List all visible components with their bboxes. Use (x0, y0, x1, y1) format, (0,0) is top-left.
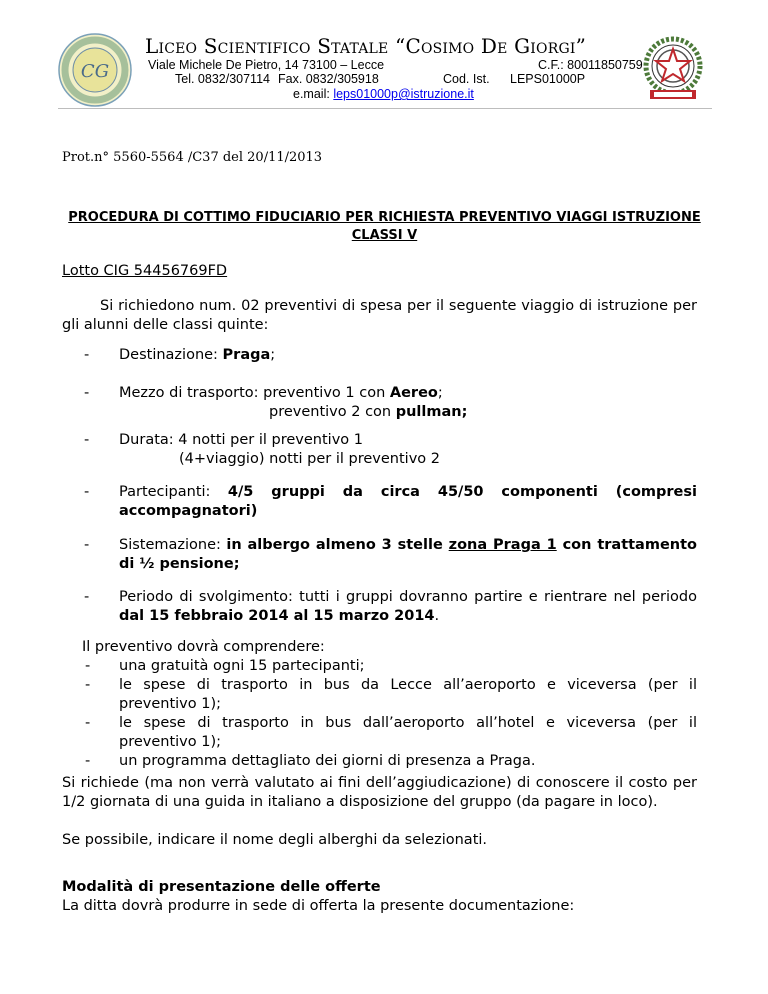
intro-paragraph: Si richiedono num. 02 preventivi di spesa per il seguente viaggio di istruzione per gli alunni delle classi quinte: (62, 298, 697, 333)
school-name: Liceo Scientifico Statale “Cosimo De Giorgi” (145, 34, 586, 58)
document-title: PROCEDURA DI COTTIMO FIDUCIARIO PER RICHIESTA PREVENTIVO VIAGGI ISTRUZIONE CLASSI V (68, 210, 701, 243)
section-text: La ditta dovrà produrre in sede di offerta la presente documentazione: (62, 898, 575, 914)
svg-text:CG: CG (80, 61, 110, 82)
sist-value-zone: zona Praga 1 (448, 537, 557, 553)
lotto-cig: Lotto CIG 54456769FD (62, 263, 228, 279)
dash-bullet: - (84, 347, 90, 363)
item-partecipanti (62, 483, 697, 521)
item-durata (62, 431, 697, 469)
durata-line1: Durata: 4 notti per il preventivo 1 (119, 432, 363, 448)
mezzo-value1: Aereo (389, 385, 438, 401)
periodo-value: dal 15 febbraio 2014 al 15 marzo 2014 (119, 608, 435, 624)
email-label: e.mail: (293, 87, 330, 101)
dash-bullet: - (85, 677, 91, 693)
dash-bullet: - (85, 753, 91, 769)
cod-ist-value: LEPS01000P (510, 72, 586, 86)
dash-bullet: - (84, 432, 90, 448)
dash-bullet: - (85, 658, 91, 674)
list-item-text: le spese di trasporto in bus da Lecce all’aeroporto e viceversa (per il preventivo 1); (119, 677, 697, 712)
dest-value: Praga (222, 347, 271, 363)
includes-intro: Il preventivo dovrà comprendere: (82, 639, 325, 655)
header-divider (58, 108, 712, 109)
item-mezzo (62, 384, 697, 422)
list-item-text: le spese di trasporto in bus dall’aeroporto all’hotel e viceversa (per il preventivo 1); (119, 715, 697, 750)
guide-note: Si richiede (ma non verrà valutato ai fini dell’aggiudicazione) di conoscere il costo per 1/2 giornata di una guida in italiano a disposizione del gruppo (da pagare in loco). (62, 775, 697, 810)
mezzo-label: Mezzo di trasporto: preventivo 1 con (119, 385, 390, 401)
cod-ist-label: Cod. Ist. (443, 72, 490, 86)
list-item-text: un programma dettagliato dei giorni di presenza a Praga. (119, 753, 536, 769)
list-item (82, 676, 697, 714)
sist-value-b: con trattamento di ½ pensione; (119, 537, 697, 572)
fax: Fax. 0832/305918 (278, 72, 379, 86)
periodo-label: Periodo di svolgimento: tutti i gruppi dovranno partire e rientrare nel periodo (119, 589, 697, 605)
mezzo-line2: preventivo 2 con (269, 404, 396, 420)
list-item (82, 657, 697, 676)
dash-bullet: - (84, 484, 90, 500)
mezzo-value2: pullman; (395, 404, 468, 420)
item-sistemazione (62, 536, 697, 574)
durata-line2: (4+viaggio) notti per il preventivo 2 (179, 451, 440, 467)
item-periodo (62, 588, 697, 626)
email-line (293, 87, 474, 101)
sist-label: Sistemazione: (119, 537, 227, 553)
school-address: Viale Michele De Pietro, 14 73100 – Lecce (148, 58, 385, 72)
periodo-end: . (434, 608, 440, 624)
item-destinazione (62, 346, 697, 365)
dash-bullet: - (84, 589, 90, 605)
list-item-text: una gratuità ogni 15 partecipanti; (119, 658, 365, 674)
dash-bullet: - (85, 715, 91, 731)
sist-value-a: in albergo almeno 3 stelle (226, 537, 449, 553)
republic-emblem-icon (640, 33, 706, 103)
dash-bullet: - (84, 537, 90, 553)
dash-bullet: - (84, 385, 90, 401)
part-value: 4/5 gruppi da circa 45/50 componenti (compresi accompagnatori) (119, 484, 697, 519)
part-label: Partecipanti: (119, 484, 228, 500)
fiscal-code: C.F.: 80011850759 (538, 58, 643, 72)
email-link[interactable]: leps01000p@istruzione.it (333, 87, 474, 101)
list-item (82, 714, 697, 752)
mezzo-semicolon: ; (437, 385, 443, 401)
protocol-number: Prot.n° 5560-5564 /C37 del 20/11/2013 (62, 150, 323, 165)
dest-semicolon: ; (270, 347, 276, 363)
section-title: Modalità di presentazione delle offerte (62, 879, 381, 895)
list-item (82, 752, 697, 771)
includes-list (82, 657, 697, 771)
dest-label: Destinazione: (119, 347, 223, 363)
telephone: Tel. 0832/307114 (175, 72, 270, 86)
school-logo-icon (58, 33, 132, 107)
hotel-note: Se possibile, indicare il nome degli alberghi da selezionati. (62, 832, 488, 848)
